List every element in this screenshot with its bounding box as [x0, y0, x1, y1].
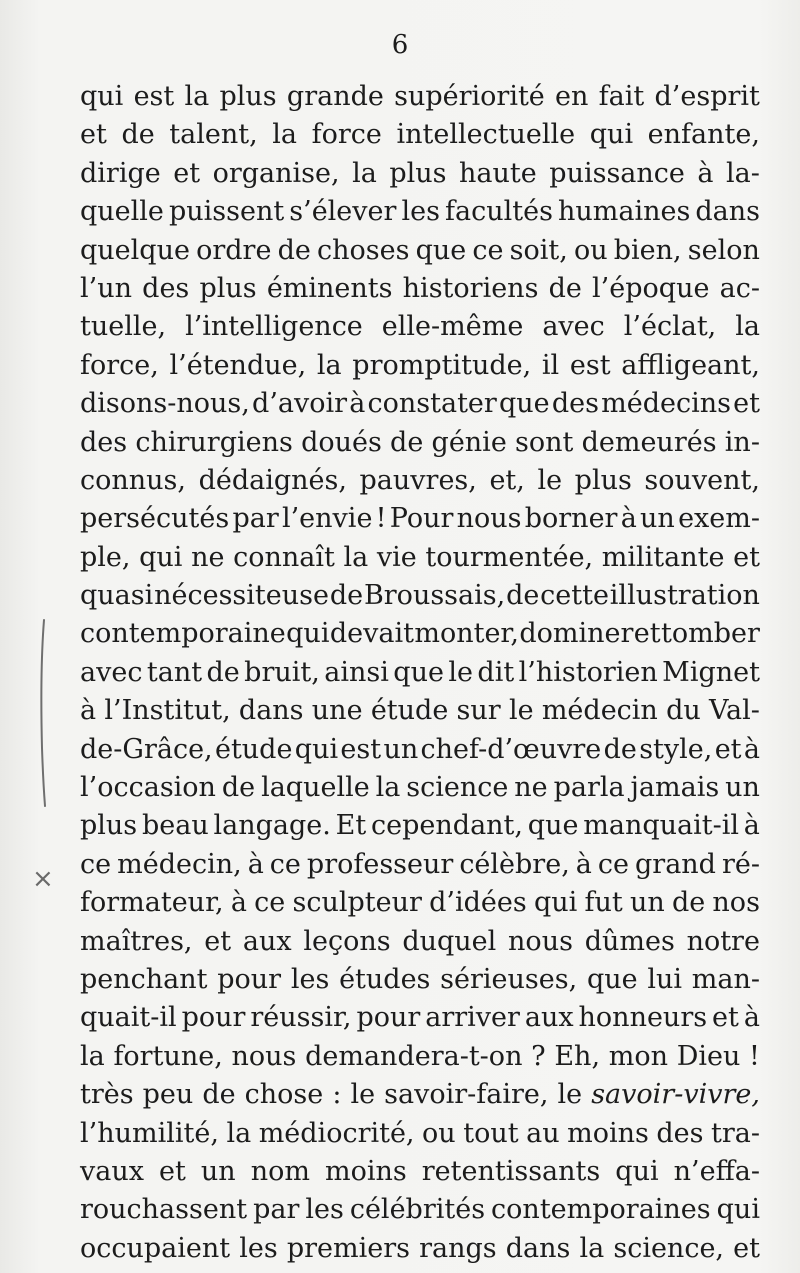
- text-line: quelle puissent s’élever les facultés humaines dans: [80, 196, 760, 228]
- text-line: contemporaine qui devait monter, dominer et tomber: [80, 618, 760, 650]
- text-line: maîtres, et aux leçons duquel nous dûmes notre: [80, 925, 760, 957]
- text-line: formateur, à ce sculpteur d’idées qui fut un de nos: [80, 887, 760, 919]
- text-line: plus beau langage. Et cependant, que manquait-il à: [80, 810, 760, 842]
- text-line: rouchassent par les célébrités contemporaines qui: [80, 1194, 760, 1226]
- page-number: 6: [391, 30, 409, 60]
- text-line: qui est la plus grande supériorité en fait d’esprit: [80, 81, 760, 112]
- text-line: l’humilité, la médiocrité, ou tout au moins des tra-: [80, 1117, 760, 1149]
- text-line: l’occasion de laquelle la science ne parla jamais un: [80, 772, 760, 804]
- text-line: et de talent, la force intellectuelle qui enfante,: [80, 119, 760, 151]
- margin-pencil-line: [40, 618, 46, 808]
- text-line: occupaient les premiers rangs dans la science, et: [80, 1232, 760, 1264]
- text-line: très peu de chose : le savoir-faire, le savoir-vivre,: [80, 1079, 760, 1111]
- text-line: vaux et un nom moins retentissants qui n’effa-: [80, 1155, 760, 1187]
- text-line: disons-nous, d’avoir à constater que des médecins et: [80, 388, 760, 420]
- text-line: quait-il pour réussir, pour arriver aux honneurs et à: [80, 1002, 760, 1034]
- text-line: la fortune, nous demandera-t-on ? Eh, mon Dieu !: [80, 1040, 760, 1072]
- text-line: connus, dédaignés, pauvres, et, le plus souvent,: [80, 464, 760, 496]
- text-line: avec tant de bruit, ainsi que le dit l’historien Mignet: [80, 656, 760, 688]
- text-line: ce médecin, à ce professeur célèbre, à ce grand ré-: [80, 848, 760, 880]
- margin-cross-mark: ×: [32, 864, 54, 894]
- text-line: dirige et organise, la plus haute puissance à la-: [80, 157, 760, 189]
- text-line: persécutés par l’envie ! Pour nous borner à un exem-: [80, 503, 760, 535]
- text-line: quelque ordre de choses que ce soit, ou bien, selon: [80, 234, 760, 266]
- text-line: à l’Institut, dans une étude sur le médecin du Val-: [80, 695, 760, 727]
- text-line: quasi nécessiteuse de Broussais, de cette illustration: [80, 580, 760, 612]
- text-line: penchant pour les études sérieuses, que lui man-: [80, 963, 760, 995]
- text-line: force, l’étendue, la promptitude, il est affligeant,: [80, 349, 760, 381]
- text-line: ple, qui ne connaît la vie tourmentée, militante et: [80, 541, 760, 573]
- text-line: tuelle, l’intelligence elle-même avec l’éclat, la: [80, 311, 760, 343]
- text-line: des chirurgiens doués de génie sont demeurés in-: [80, 426, 760, 458]
- text-line: de-Grâce, étude qui est un chef-d’œuvre de style, et à: [80, 733, 760, 765]
- body-text: [80, 78, 760, 1268]
- text-line: l’un des plus éminents historiens de l’époque ac-: [80, 272, 760, 304]
